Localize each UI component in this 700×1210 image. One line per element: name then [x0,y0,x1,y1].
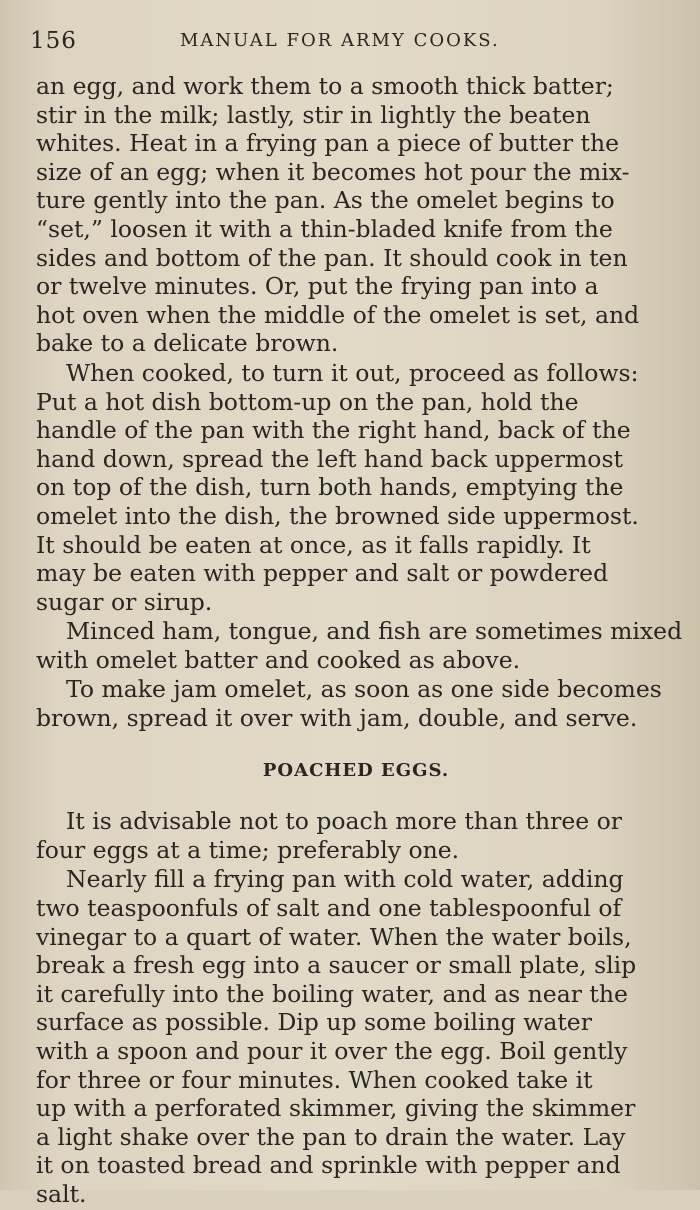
page-number: 156 [30,28,77,54]
text-line: It should be eaten at once, as it falls rapidly. It [36,530,591,559]
paragraph-poach-advice [36,807,676,864]
text-line: a light shake over the pan to drain the water. Lay [36,1122,626,1151]
text-line: bake to a delicate brown. [36,329,339,358]
text-line: Put a hot dish bottom-up on the pan, hold the [36,387,579,416]
text-line: omelet into the dish, the browned side uppermost. [36,501,639,530]
text-line: break a fresh egg into a saucer or small plate, slip [36,951,637,980]
text-line: size of an egg; when it becomes hot pour the mix- [36,157,630,186]
text-line: four eggs at a time; preferably one. [36,835,460,864]
section-title: POACHED EGGS. [262,759,450,781]
paragraph-poach-method [36,865,676,1208]
paragraph-omelet-method [36,72,676,358]
text-line: To make jam omelet, as soon as one side becomes [66,675,662,704]
text-line: sides and bottom of the pan. It should cook in ten [36,243,628,272]
text-line: surface as possible. Dip up some boiling water [36,1008,592,1037]
text-line: vinegar to a quart of water. When the water boils, [36,922,632,951]
running-head: MANUAL FOR ARMY COOKS. [180,30,500,51]
paragraph-turning-out [36,359,676,616]
text-line: handle of the pan with the right hand, back of the [36,416,631,445]
text-line: or twelve minutes. Or, put the frying pan into a [36,272,599,301]
text-line: Nearly fill a frying pan with cold water, adding [66,865,624,894]
text-line: with omelet batter and cooked as above. [36,645,521,674]
page-header [30,22,670,58]
text-line: When cooked, to turn it out, proceed as follows: [66,358,639,387]
text-line: whites. Heat in a frying pan a piece of butter the [36,129,620,158]
text-line: It is advisable not to poach more than three or [66,807,623,836]
text-line: hand down, spread the left hand back uppermost [36,444,623,473]
text-line: hot oven when the middle of the omelet is set, and [36,300,640,329]
text-line: may be eaten with pepper and salt or powdered [36,559,609,588]
text-line: stir in the milk; lastly, stir in lightly the beaten [36,100,591,129]
text-line: it on toasted bread and sprinkle with pepper and [36,1151,621,1180]
text-line: for three or four minutes. When cooked take it [36,1065,593,1094]
text-line: two teaspoonfuls of salt and one tablespoonful of [36,894,622,923]
text-line: brown, spread it over with jam, double, and serve. [36,704,638,733]
text-line: on top of the dish, turn both hands, emptying the [36,473,624,502]
text-line: with a spoon and pour it over the egg. Boil gently [36,1037,628,1065]
text-line: Minced ham, tongue, and fish are sometimes mixed [66,617,683,646]
text-line: sugar or sirup. [36,587,213,616]
text-line: it carefully into the boiling water, and as near the [36,979,628,1008]
body-text [36,72,683,1210]
text-line: up with a perforated skimmer, giving the skimmer [36,1094,636,1123]
text-line: salt. [36,1179,87,1208]
text-line: “set,” loosen it with a thin-bladed knife from the [36,214,613,243]
paragraph-jam-omelet [36,675,676,732]
text-line: ture gently into the pan. As the omelet begins to [36,186,615,215]
paragraph-minced-ham [36,617,683,674]
text-line: an egg, and work them to a smooth thick batter; [36,72,614,100]
